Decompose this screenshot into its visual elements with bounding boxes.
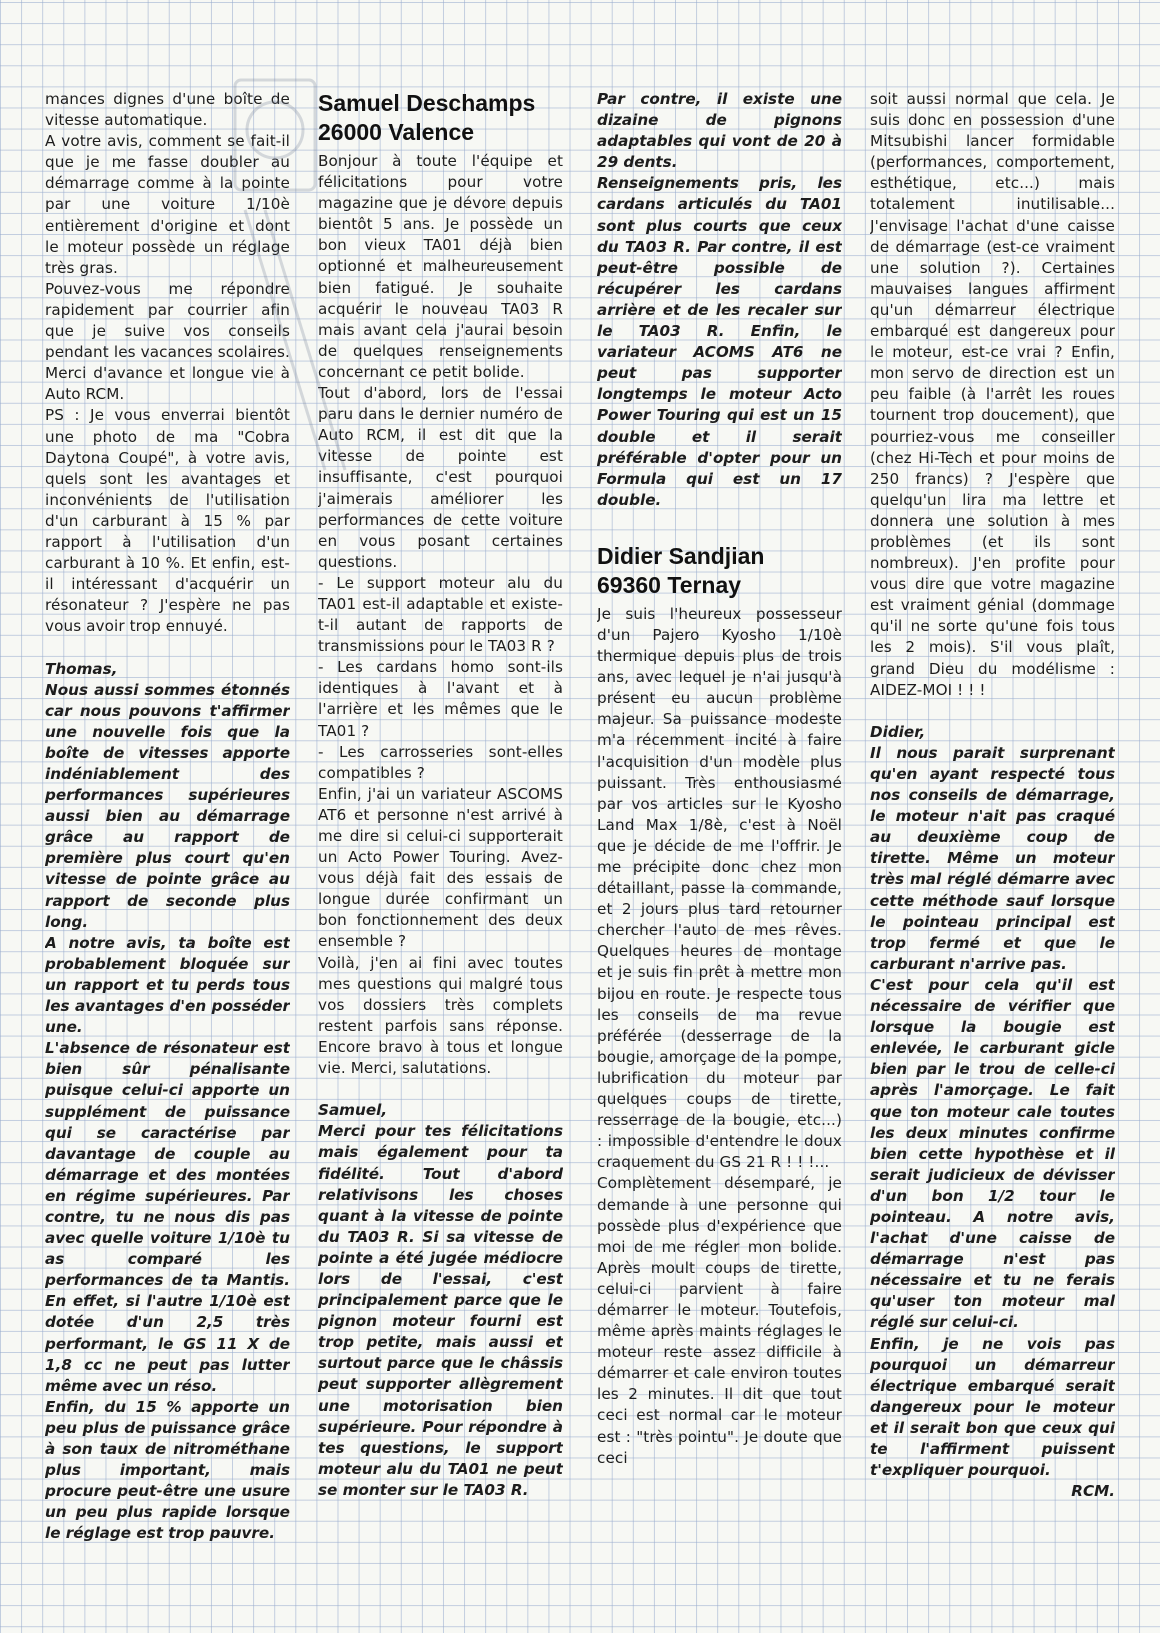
editor-answer-paragraph: Enfin, du 15 % apporte un peu plus de puissance grâce à son taux de nitrométhane plus important, mais procure peut-être une usure un peu plus rapide lorsque le réglage est trop pauvre. [45, 1397, 290, 1543]
letter-author-line: Didier Sandjian [597, 542, 765, 569]
editor-answer-paragraph: C'est pour cela qu'il est nécessaire de vérifier que lorsque la bougie est enlevée, le carburant gicle bien par le trou de celle-ci après l'amorçage. Le fait que ton moteur cale toutes les deux minutes confirme bien cette hypothèse et il serait judicieux de dévisser d'un bon 1/2 tour le pointeau. A notre avis, l'achat d'une caisse de démarrage n'est pas nécessaire et tu ne ferais qu'user ton moteur mal réglé sur celui-ci. [870, 975, 1115, 1332]
editor-answer-paragraph: Samuel, [318, 1101, 388, 1120]
letter-paragraph: - Les cardans homo sont-ils identiques à l'avant et à l'arrière et les mêmes que le TA01 ? [318, 658, 563, 740]
editor-answer-paragraph: A notre avis, ta boîte est probablement bloquée sur un rapport et tu perds tous les avantages d'en posséder une. [45, 933, 290, 1037]
paragraph-gap [45, 637, 290, 658]
editor-answer-paragraph: Merci pour tes félicitations mais également pour ta fidélité. Tout d'abord relativisons les choses quant à la vitesse de pointe du TA03 R. Si sa vitesse de pointe a été jugée médiocre lors de l'essai, c'est principalement parce que le pignon moteur fourni est trop petite, mais aussi et surtout parce que le châssis peut supporter allègrement une motorisation bien supérieure. Pour répondre à tes questions, le support moteur alu du TA01 ne peut se monter sur le TA03 R. [318, 1122, 563, 1499]
letter-paragraph: - Les carrosseries sont-elles compatibles ? [318, 742, 563, 782]
letter-paragraph: - Le support moteur alu du TA01 est-il adaptable et existe-t-il autant de rapports de transmissions pour le TA03 R ? [318, 573, 563, 656]
editor-answer-paragraph: Il nous parait surprenant qu'en ayant respecté tous nos conseils de démarrage, le moteur n'ait pas craqué au deuxième coup de tirette. Même un moteur très mal réglé démarre avec cette méthode sauf lorsque le pointeau principal est trop fermé et que le carburant n'arrive pas. [870, 743, 1115, 973]
letter-paragraph: Bonjour à toute l'équipe et félicitations pour votre magazine que je dévore depuis bientôt 5 ans. Je possède un bon vieux TA01 déjà bien optionné et malheureusement bien fatigué. Je souhaite acquérir le nouveau TA03 R mais avant cela j'aurai besoin de quelques renseignements concernant ce petit bolide. [318, 152, 563, 381]
letter-paragraph: Complètement désemparé, je demande à une personne qui possède plus d'expérience que moi de me régler mon bolide. Après moult coups de tirette, celui-ci parvient à faire démarrer le moteur. Toutefois, même après maints réglages le moteur reste assez difficile à démarrer et cale environ toutes les 2 minutes. Il dit que tout ceci est normal car le moteur est : "très pointu". Je doute que ceci [597, 1174, 842, 1467]
letter-paragraph: Tout d'abord, lors de l'essai paru dans le dernier numéro de Auto RCM, il est dit que la vitesse de pointe est insuffisante, c'est pourquoi j'aimerais améliorer les performances de cette voiture en vous posant certaines questions. [318, 384, 563, 571]
letter-paragraph: A votre avis, comment se fait-il que je me fasse doubler au démarrage comme à la pointe par une voiture 1/10è entièrement d'origine et dont le moteur possède un réglage très gras. [45, 132, 290, 277]
letter-author-line: 69360 Ternay [597, 571, 742, 598]
section-gap [597, 511, 842, 542]
editor-answer-paragraph: Thomas, [45, 659, 118, 678]
letter-paragraph: mances dignes d'une boîte de vitesse automatique. [45, 90, 290, 130]
column-4 [870, 89, 1115, 1589]
letter-heading [597, 542, 842, 600]
letter-paragraph: PS : Je vous enverrai bientôt une photo de ma "Cobra Daytona Coupé", à votre avis, quels sont les avantages et inconvénients de l'utilisation d'un carburant à 15 % par rapport à l'utilisation d'un carburant à 10 %. Et enfin, est-il intéressant d'acquérir un résonateur ? J'espère ne pas vous avoir trop ennuyé. [45, 406, 290, 636]
letter-paragraph: Je suis l'heureux possesseur d'un Pajero Kyosho 1/10è thermique depuis plus de trois ans, avec lequel je n'ai jusqu'à présent eu aucun problème majeur. Sa puissance modeste m'a récemment incité à faire l'acquisition d'un modèle plus puissant. Très enthousiasmé par vos articles sur le Kyosho Land Max 1/8è, c'est à Noël que je décide de me l'offrir. Je me précipite donc chez mon détaillant, passe la commande, et 2 jours plus tard retourner chercher l'auto de mes rêves. Quelques heures de montage et je suis fin prêt à mettre mon bijou en route. Je respecte tous les conseils de ma revue préférée (desserrage de la bougie, amorçage de la pompe, lubrification du moteur par quelques coups de tirette, resserrage de la bougie, etc...) : impossible d'entendre le doux craquement du GS 21 R ! ! !... [597, 604, 842, 1172]
letter-author-line: Samuel Deschamps [318, 90, 536, 116]
column-1 [45, 89, 290, 1589]
editor-answer-paragraph: L'absence de résonateur est bien sûr pénalisante puisque celui-ci apporte un supplément de puissance qui se caractérise par davantage de couple au démarrage et des montées en régime supérieures. Par contre, tu ne nous dis pas avec quelle voiture 1/10è tu as comparé les performances de ta Mantis. En effet, si l'autre 1/10è est dotée d'un 2,5 très performant, le GS 11 X de 1,8 cc ne peut pas lutter même avec un réso. [45, 1039, 290, 1395]
editor-answer-paragraph: Nous aussi sommes étonnés car nous pouvons t'affirmer une nouvelle fois que la boîte de vitesses apporte indéniablement des performances supérieures aussi bien au démarrage grâce au rapport de première plus court qu'en vitesse de pointe grâce au rapport de seconde plus long. [45, 680, 290, 931]
letter-heading [318, 89, 563, 147]
editor-answer-paragraph: Par contre, il existe une dizaine de pignons adaptables qui vont de 20 à 29 dents. [597, 90, 842, 172]
editor-answer-paragraph: Didier, [870, 722, 926, 741]
letter-paragraph: Voilà, j'en ai fini avec toutes mes questions qui malgré tous vos dossiers très complets restent parfois sans réponse. Encore bravo à tous et longue vie. Merci, salutations. [318, 953, 563, 1078]
column-3 [597, 89, 842, 1589]
column-2 [318, 89, 563, 1589]
editor-answer-paragraph: Enfin, je ne vois pas pourquoi un démarreur électrique embarqué serait dangereux pour le moteur et il serait bon que ceux qui te l'affirment puissent t'expliquer pourquoi. [870, 1334, 1115, 1480]
editor-answer-paragraph: Renseignements pris, les cardans articulés du TA01 sont plus courts que ceux du TA03 R. Par contre, il est peut-être possible de récupérer les cardans arrière et de les recaler sur le TA03 R. Enfin, le variateur ACOMS AT6 ne peut pas supporter longtemps le moteur Acto Power Touring qui est un 15 double et il serait préférable d'opter pour un Formula qui est un 17 double. [597, 174, 842, 509]
letter-paragraph: Enfin, j'ai un variateur ASCOMS AT6 et personne n'est arrivé à me dire si celui-ci supporterait un Acto Power Touring. Avez-vous déjà fait des essais de longue durée confirmant un bon fonctionnement des deux ensemble ? [318, 784, 563, 951]
paragraph-gap [318, 1079, 563, 1100]
letter-author-line: 26000 Valence [318, 119, 475, 145]
letter-paragraph: soit aussi normal que cela. Je suis donc en possession d'une Mitsubishi lancer formidable (performances, comportement, esthétique, etc...) mais totalement inutilisable... J'envisage l'achat d'une caisse de démarrage (est-ce vraiment une solution ?). Certaines mauvaises langues affirment qu'un démarreur électrique embarqué est dangereux pour le moteur, est-ce vrai ? Enfin, mon servo de direction est un peu faible (à l'arrêt les roues tournent trop doucement), que pourriez-vous me conseiller (chez Hi-Tech et pour moins de 250 francs) ? J'espère que quelqu'un lira ma lettre et donnera une solution à mes problèmes (et ils sont nombreux). J'en profite pour vous dire que votre magazine est vraiment génial (dommage qu'il ne sorte qu'une fois tous les 2 mois). S'il vous plaît, grand Dieu du modélisme : AIDEZ-MOI ! ! ! [870, 90, 1115, 699]
paragraph-gap [870, 701, 1115, 722]
signature: RCM. [1071, 1482, 1115, 1501]
letter-paragraph: Pouvez-vous me répondre rapidement par courrier afin que je suive vos conseils pendant les vacances scolaires. Merci d'avance et longue vie à Auto RCM. [45, 279, 290, 404]
